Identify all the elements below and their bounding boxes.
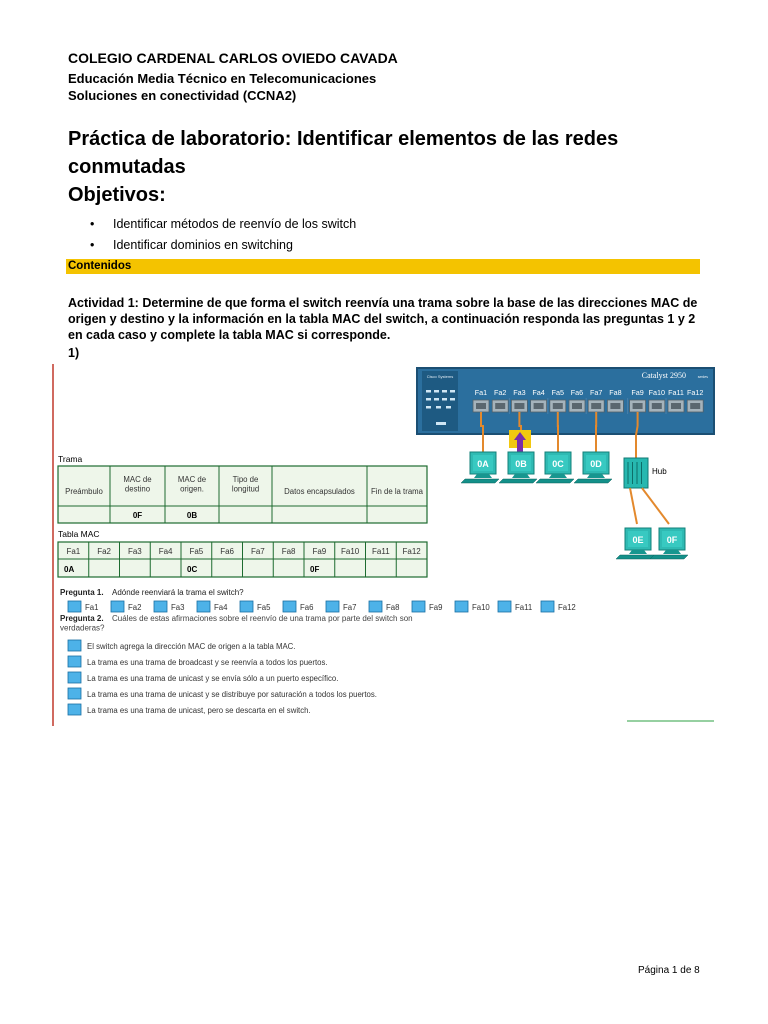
status-led — [426, 390, 431, 393]
option-checkbox[interactable] — [326, 601, 339, 612]
option-label: Fa5 — [257, 603, 271, 612]
objective-text: Identificar métodos de reenvío de los switch — [113, 217, 357, 231]
frame-header-cell: Datos encapsulados — [284, 487, 355, 496]
option-checkbox[interactable] — [240, 601, 253, 612]
frame-header-cell: MAC de origen. — [177, 475, 207, 494]
frame-table — [58, 466, 427, 523]
objectives-list — [68, 214, 356, 256]
switch-model-suffix: series — [697, 374, 708, 379]
port-icon — [610, 403, 620, 409]
list-item — [68, 214, 356, 235]
pc-icon — [574, 452, 612, 483]
host-label: 0E — [632, 535, 644, 545]
frame-header-cell: Preámbulo — [65, 487, 103, 496]
mode-button — [436, 422, 446, 425]
port-icon — [495, 403, 505, 409]
option-checkbox[interactable] — [154, 601, 167, 612]
mac-header-cell: Fa8 — [281, 547, 296, 556]
hub-label: Hub — [652, 467, 667, 476]
option-checkbox[interactable] — [68, 688, 81, 699]
mac-header-cell: Fa10 — [341, 547, 360, 556]
option-checkbox[interactable] — [412, 601, 425, 612]
pc-keyboard — [461, 479, 499, 483]
pc-stand — [474, 474, 492, 478]
option-checkbox[interactable] — [68, 704, 81, 715]
port-icon — [591, 403, 601, 409]
question-number: 1) — [68, 346, 80, 360]
school-name: COLEGIO CARDENAL CARLOS OVIEDO CAVADA — [68, 50, 398, 66]
port-label: Fa1 — [474, 388, 488, 397]
pc-icon — [461, 452, 499, 483]
mac-header-cell: Fa1 — [66, 547, 81, 556]
port-icon — [514, 403, 524, 409]
port-label: Fa2 — [494, 388, 507, 397]
option-label: Fa4 — [214, 603, 228, 612]
option-checkbox[interactable] — [68, 601, 81, 612]
status-led — [426, 398, 431, 401]
option-label: La trama es una trama de unicast, pero se descarta en el switch. — [87, 706, 311, 715]
port-label: Fa11 — [668, 388, 684, 397]
port-label: Fa10 — [648, 388, 665, 397]
port-label: Fa7 — [590, 388, 603, 397]
mac-header-cell: Fa7 — [250, 547, 265, 556]
pc-icon — [650, 528, 688, 559]
question1-options — [68, 601, 576, 612]
switch-model: Catalyst 2950 — [641, 371, 686, 380]
status-led — [442, 398, 447, 401]
status-led — [436, 406, 441, 409]
option-label: Fa9 — [429, 603, 443, 612]
frame-value-cell: 0F — [132, 511, 143, 520]
host-label: 0F — [666, 535, 678, 545]
mac-header-cell: Fa9 — [312, 547, 327, 556]
option-label: Fa6 — [300, 603, 314, 612]
option-label: Fa2 — [128, 603, 142, 612]
option-label: Fa12 — [558, 603, 576, 612]
frame-header-cell: Tipo de longitud — [231, 475, 260, 494]
pc-icon — [616, 528, 654, 559]
pc-icon — [499, 452, 537, 483]
mac-header-cell: Fa5 — [189, 547, 204, 556]
bullet: • — [90, 238, 95, 252]
mac-header-cell: Fa11 — [372, 547, 390, 556]
option-checkbox[interactable] — [369, 601, 382, 612]
status-led — [434, 398, 439, 401]
status-led — [434, 390, 439, 393]
port-label: Fa4 — [532, 388, 545, 397]
port-icon — [671, 403, 681, 409]
port-label: Fa5 — [551, 388, 564, 397]
port-icon — [572, 403, 582, 409]
option-checkbox[interactable] — [68, 656, 81, 667]
pc-stand — [587, 474, 605, 478]
port-icon — [633, 403, 643, 409]
mac-header-cell: Fa3 — [127, 547, 142, 556]
pc-stand — [629, 550, 647, 554]
port-icon — [534, 403, 544, 409]
page-title: Práctica de laboratorio: Identificar elementos de las redes conmutadas — [68, 128, 619, 178]
option-checkbox[interactable] — [111, 601, 124, 612]
frame-arrow-icon — [509, 430, 531, 454]
status-led — [446, 406, 451, 409]
port-label: Fa8 — [609, 388, 622, 397]
option-label: Fa3 — [171, 603, 185, 612]
list-item — [68, 235, 356, 256]
option-checkbox[interactable] — [498, 601, 511, 612]
host-label: 0B — [515, 459, 527, 469]
contents-bar: Contenidos — [66, 259, 700, 274]
pc-keyboard — [650, 555, 688, 559]
mac-value-cell: 0A — [64, 565, 75, 574]
port-icon — [553, 403, 563, 409]
network-figure — [52, 364, 716, 726]
switch-brand: Cisco Systems — [426, 374, 454, 379]
option-label: La trama es una trama de broadcast y se reenvía a todos los puertos. — [87, 658, 328, 667]
port-label: Fa9 — [631, 388, 644, 397]
frame-header-cell: Fin de la trama — [370, 487, 424, 496]
frame-value-cell: 0B — [186, 511, 198, 520]
status-led — [442, 390, 447, 393]
host-label: 0C — [552, 459, 564, 469]
option-label: Fa7 — [343, 603, 357, 612]
activity-text: Actividad 1: Determine de que forma el switch reenvía una trama sobre la base de las direcciones MAC de origen y destino y la información en la tabla MAC del switch, a continuación responda las preguntas 1 y 2 en cada caso y complete la tabla MAC si corresponde. — [68, 296, 698, 342]
pc-stand — [549, 474, 567, 478]
objective-text: Identificar dominios en switching — [113, 238, 293, 252]
mac-header-cell: Fa12 — [402, 547, 421, 556]
option-label: La trama es una trama de unicast y se distribuye por saturación a todos los puertos. — [87, 690, 377, 699]
option-checkbox[interactable] — [68, 672, 81, 683]
mac-header-cell: Fa6 — [220, 547, 235, 556]
port-icon — [690, 403, 700, 409]
question2-text: Cuáles de estas afirmaciones sobre el reenvío de una trama por parte del switch son verdaderas? — [60, 614, 413, 633]
question1-label: Pregunta 1. — [60, 588, 104, 597]
option-checkbox[interactable] — [283, 601, 296, 612]
pc-stand — [663, 550, 681, 554]
option-label: Fa8 — [386, 603, 400, 612]
pc-keyboard — [616, 555, 654, 559]
option-label: Fa10 — [472, 603, 490, 612]
option-checkbox[interactable] — [68, 640, 81, 651]
option-label: Fa1 — [85, 603, 99, 612]
page-footer: Página 1 de 8 — [638, 965, 700, 976]
mac-table — [58, 542, 427, 577]
frame-header-cell: MAC de destino — [123, 475, 152, 494]
pc-keyboard — [574, 479, 612, 483]
option-checkbox[interactable] — [197, 601, 210, 612]
mac-value-cell: 0C — [187, 565, 198, 574]
option-checkbox[interactable] — [541, 601, 554, 612]
mac-table-label: Tabla MAC — [58, 529, 100, 539]
mac-header-cell: Fa2 — [97, 547, 112, 556]
switch-device — [417, 368, 714, 434]
objectives-heading: Objetivos: — [68, 184, 166, 206]
mac-value-cell: 0F — [310, 565, 320, 574]
port-label: Fa6 — [570, 388, 584, 397]
status-led — [450, 398, 455, 401]
port-label: Fa3 — [513, 388, 526, 397]
option-label: El switch agrega la dirección MAC de origen a la tabla MAC. — [87, 642, 296, 651]
option-label: La trama es una trama de unicast y se envía sólo a un puerto específico. — [87, 674, 339, 683]
port-icon — [652, 403, 662, 409]
port-label: Fa12 — [687, 388, 704, 397]
option-checkbox[interactable] — [455, 601, 468, 612]
course-name: Soluciones en conectividad (CCNA2) — [68, 88, 297, 103]
option-label: Fa11 — [515, 603, 533, 612]
question2-options — [68, 640, 377, 715]
frame-label: Trama — [58, 454, 83, 464]
question1-text: Adónde reenviará la trama el switch? — [112, 588, 244, 597]
pc-icon — [536, 452, 574, 483]
port-icon — [476, 403, 486, 409]
bullet: • — [90, 217, 95, 231]
host-label: 0D — [590, 459, 602, 469]
mac-header-cell: Fa4 — [158, 547, 173, 556]
program-name: Educación Media Técnico en Telecomunicaciones — [68, 71, 377, 86]
status-led — [450, 390, 455, 393]
hub-device — [624, 435, 669, 524]
status-led — [426, 406, 431, 409]
host-label: 0A — [477, 459, 489, 469]
pc-keyboard — [536, 479, 574, 483]
question2-label: Pregunta 2. — [60, 614, 104, 623]
pc-keyboard — [499, 479, 537, 483]
pc-stand — [512, 474, 530, 478]
